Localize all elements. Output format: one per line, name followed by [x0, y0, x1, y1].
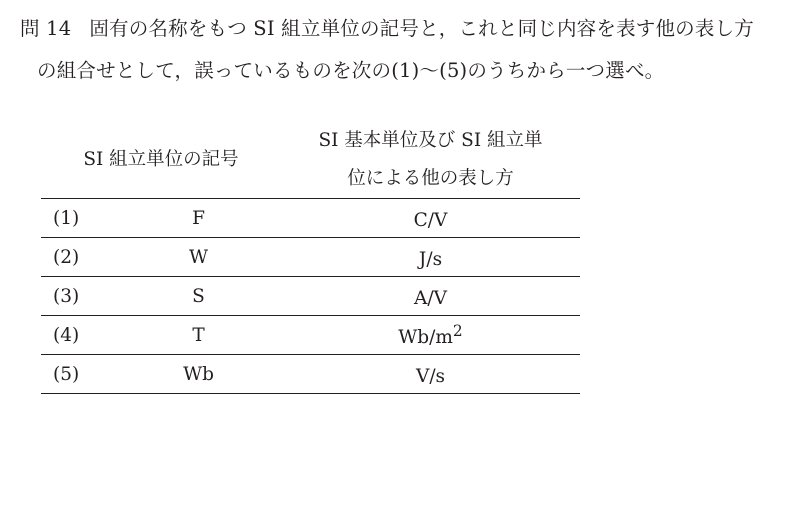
table-row [41, 355, 580, 394]
row-alt-text: A/V [414, 288, 447, 310]
table-row [41, 277, 580, 316]
row-alt-sup: 2 [452, 321, 463, 340]
table-row [41, 238, 580, 277]
question-stem-part1: 固有の名称をもつ SI 組立単位の記号と，これと同じ内容を表す他の表し方 [89, 17, 754, 40]
row-alt-text: V/s [415, 366, 446, 388]
row-alt-text: Wb/m [398, 327, 453, 349]
row-alt [281, 316, 580, 355]
row-symbol: T [116, 316, 281, 355]
row-number: (5) [41, 355, 116, 394]
header-alt-line1: SI 基本単位及び SI 組立単 [318, 130, 543, 151]
row-number: (3) [41, 277, 116, 316]
row-symbol: F [116, 199, 281, 238]
row-symbol: Wb [116, 355, 281, 394]
table-row [41, 199, 580, 238]
row-alt [281, 355, 580, 394]
row-number: (2) [41, 238, 116, 277]
header-alt-line2: 位による他の表し方 [347, 168, 514, 189]
row-alt [281, 277, 580, 316]
row-alt-text: J/s [418, 249, 443, 271]
header-symbol-label: SI 組立単位の記号 [83, 149, 239, 170]
row-number: (4) [41, 316, 116, 355]
header-symbol-cell [41, 122, 281, 199]
question-number: 問 14 [20, 17, 72, 40]
table-header-row [41, 122, 580, 199]
row-symbol: S [116, 277, 281, 316]
row-symbol: W [116, 238, 281, 277]
header-alt-cell [281, 122, 580, 199]
question-text-line1 [20, 16, 754, 42]
row-number: (1) [41, 199, 116, 238]
row-alt [281, 199, 580, 238]
row-alt-text: C/V [413, 210, 448, 232]
question-stem-part2: の組合せとして，誤っているものを次の(1)～(5)のうちから一つ選べ。 [37, 59, 665, 82]
row-alt [281, 238, 580, 277]
units-table [41, 122, 580, 394]
table-row [41, 316, 580, 355]
